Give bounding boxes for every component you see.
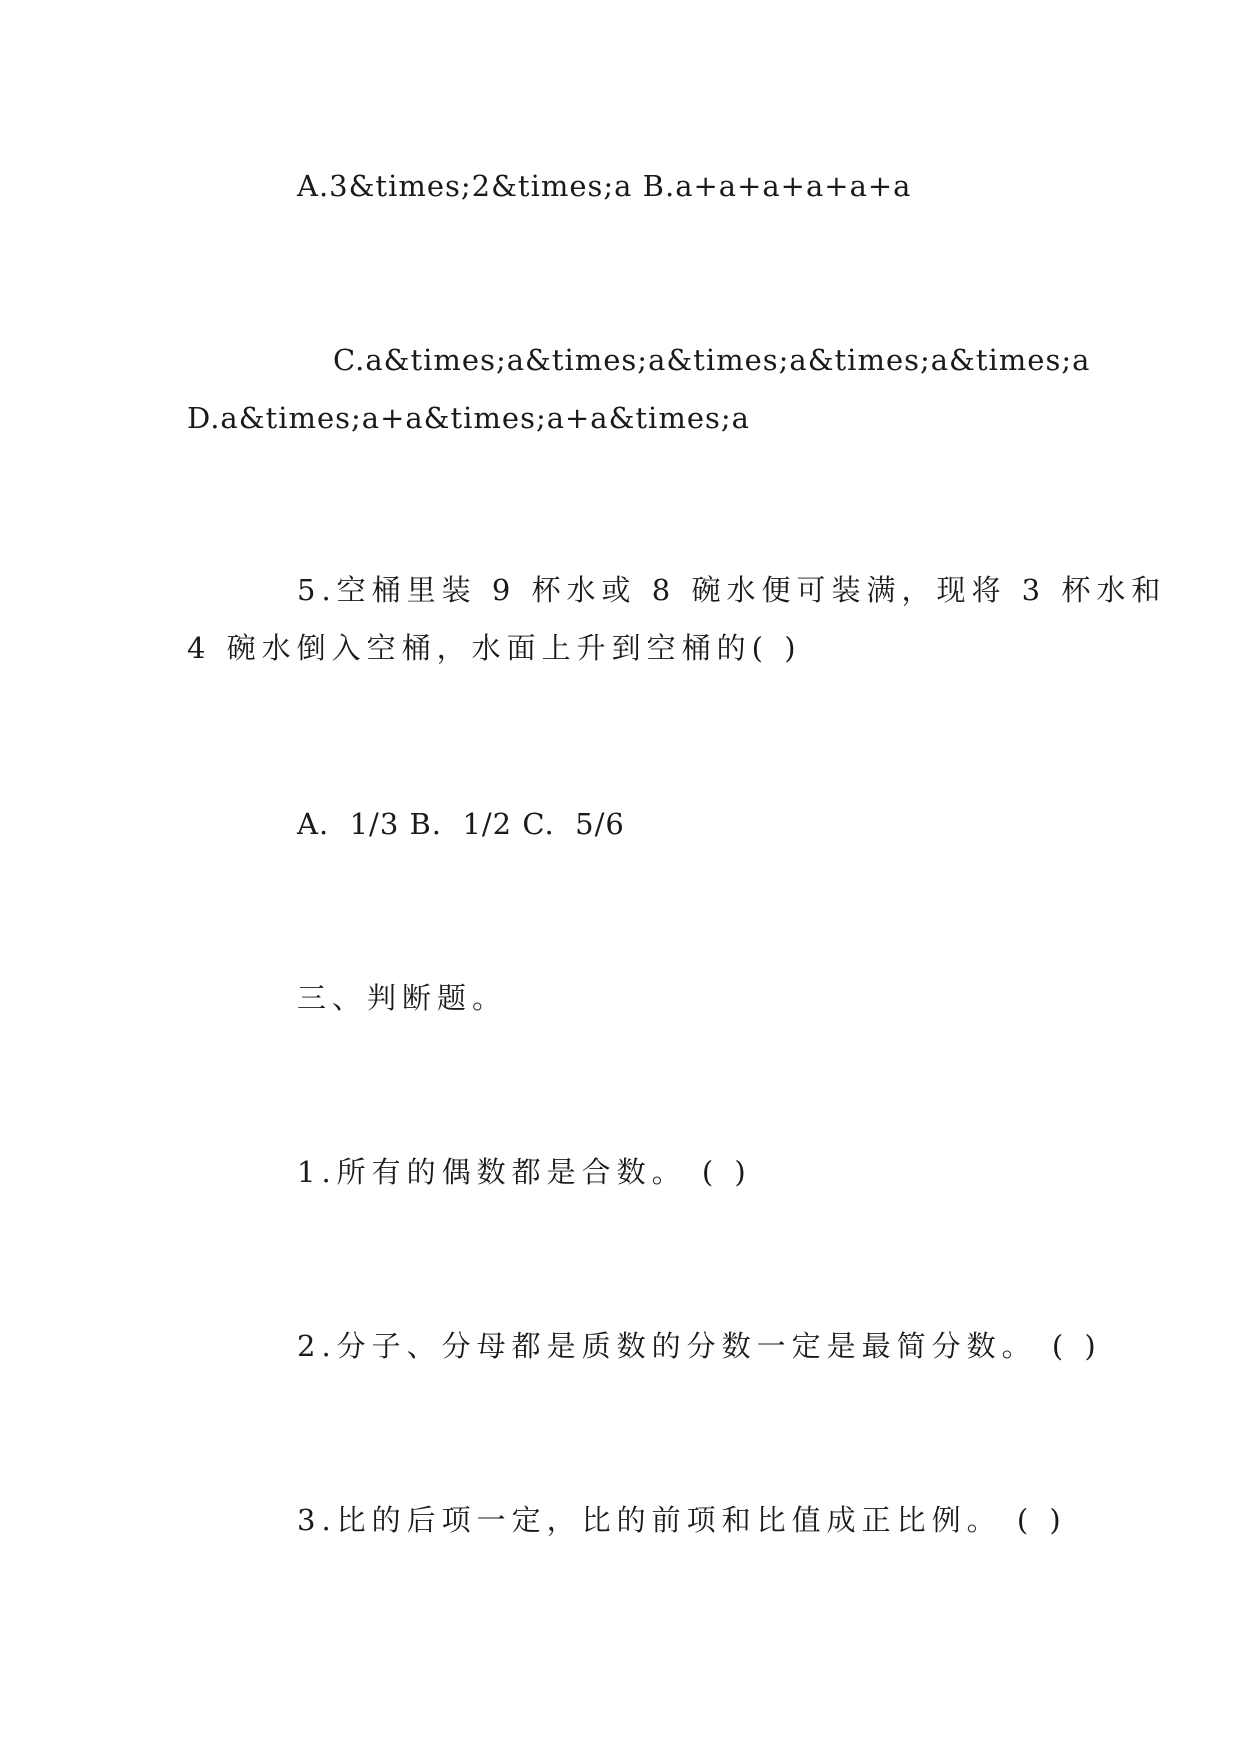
question-4-option-d: D.a&times;a+a&times;a+a&times;a [187, 401, 750, 435]
question-4-options-a-b: A.3&times;2&times;a B.a+a+a+a+a+a [297, 169, 912, 203]
question-5-text-line-1: 5.空桶里装 9 杯水或 8 碗水便可装满，现将 3 杯水和 [297, 573, 1167, 607]
true-false-question-1: 1.所有的偶数都是合数。 ( ) [297, 1155, 752, 1189]
true-false-question-2: 2.分子、分母都是质数的分数一定是最简分数。 ( ) [297, 1329, 1102, 1363]
question-4-option-c: C.a&times;a&times;a&times;a&times;a&times;a [333, 343, 1091, 377]
section-3-heading: 三、判断题。 [297, 981, 508, 1015]
question-5-text-line-2: 4 碗水倒入空桶，水面上升到空桶的( ) [187, 631, 802, 665]
true-false-question-3: 3.比的后项一定，比的前项和比值成正比例。 ( ) [297, 1503, 1067, 1537]
question-5-options: A. 1/3 B. 1/2 C. 5/6 [297, 807, 625, 841]
